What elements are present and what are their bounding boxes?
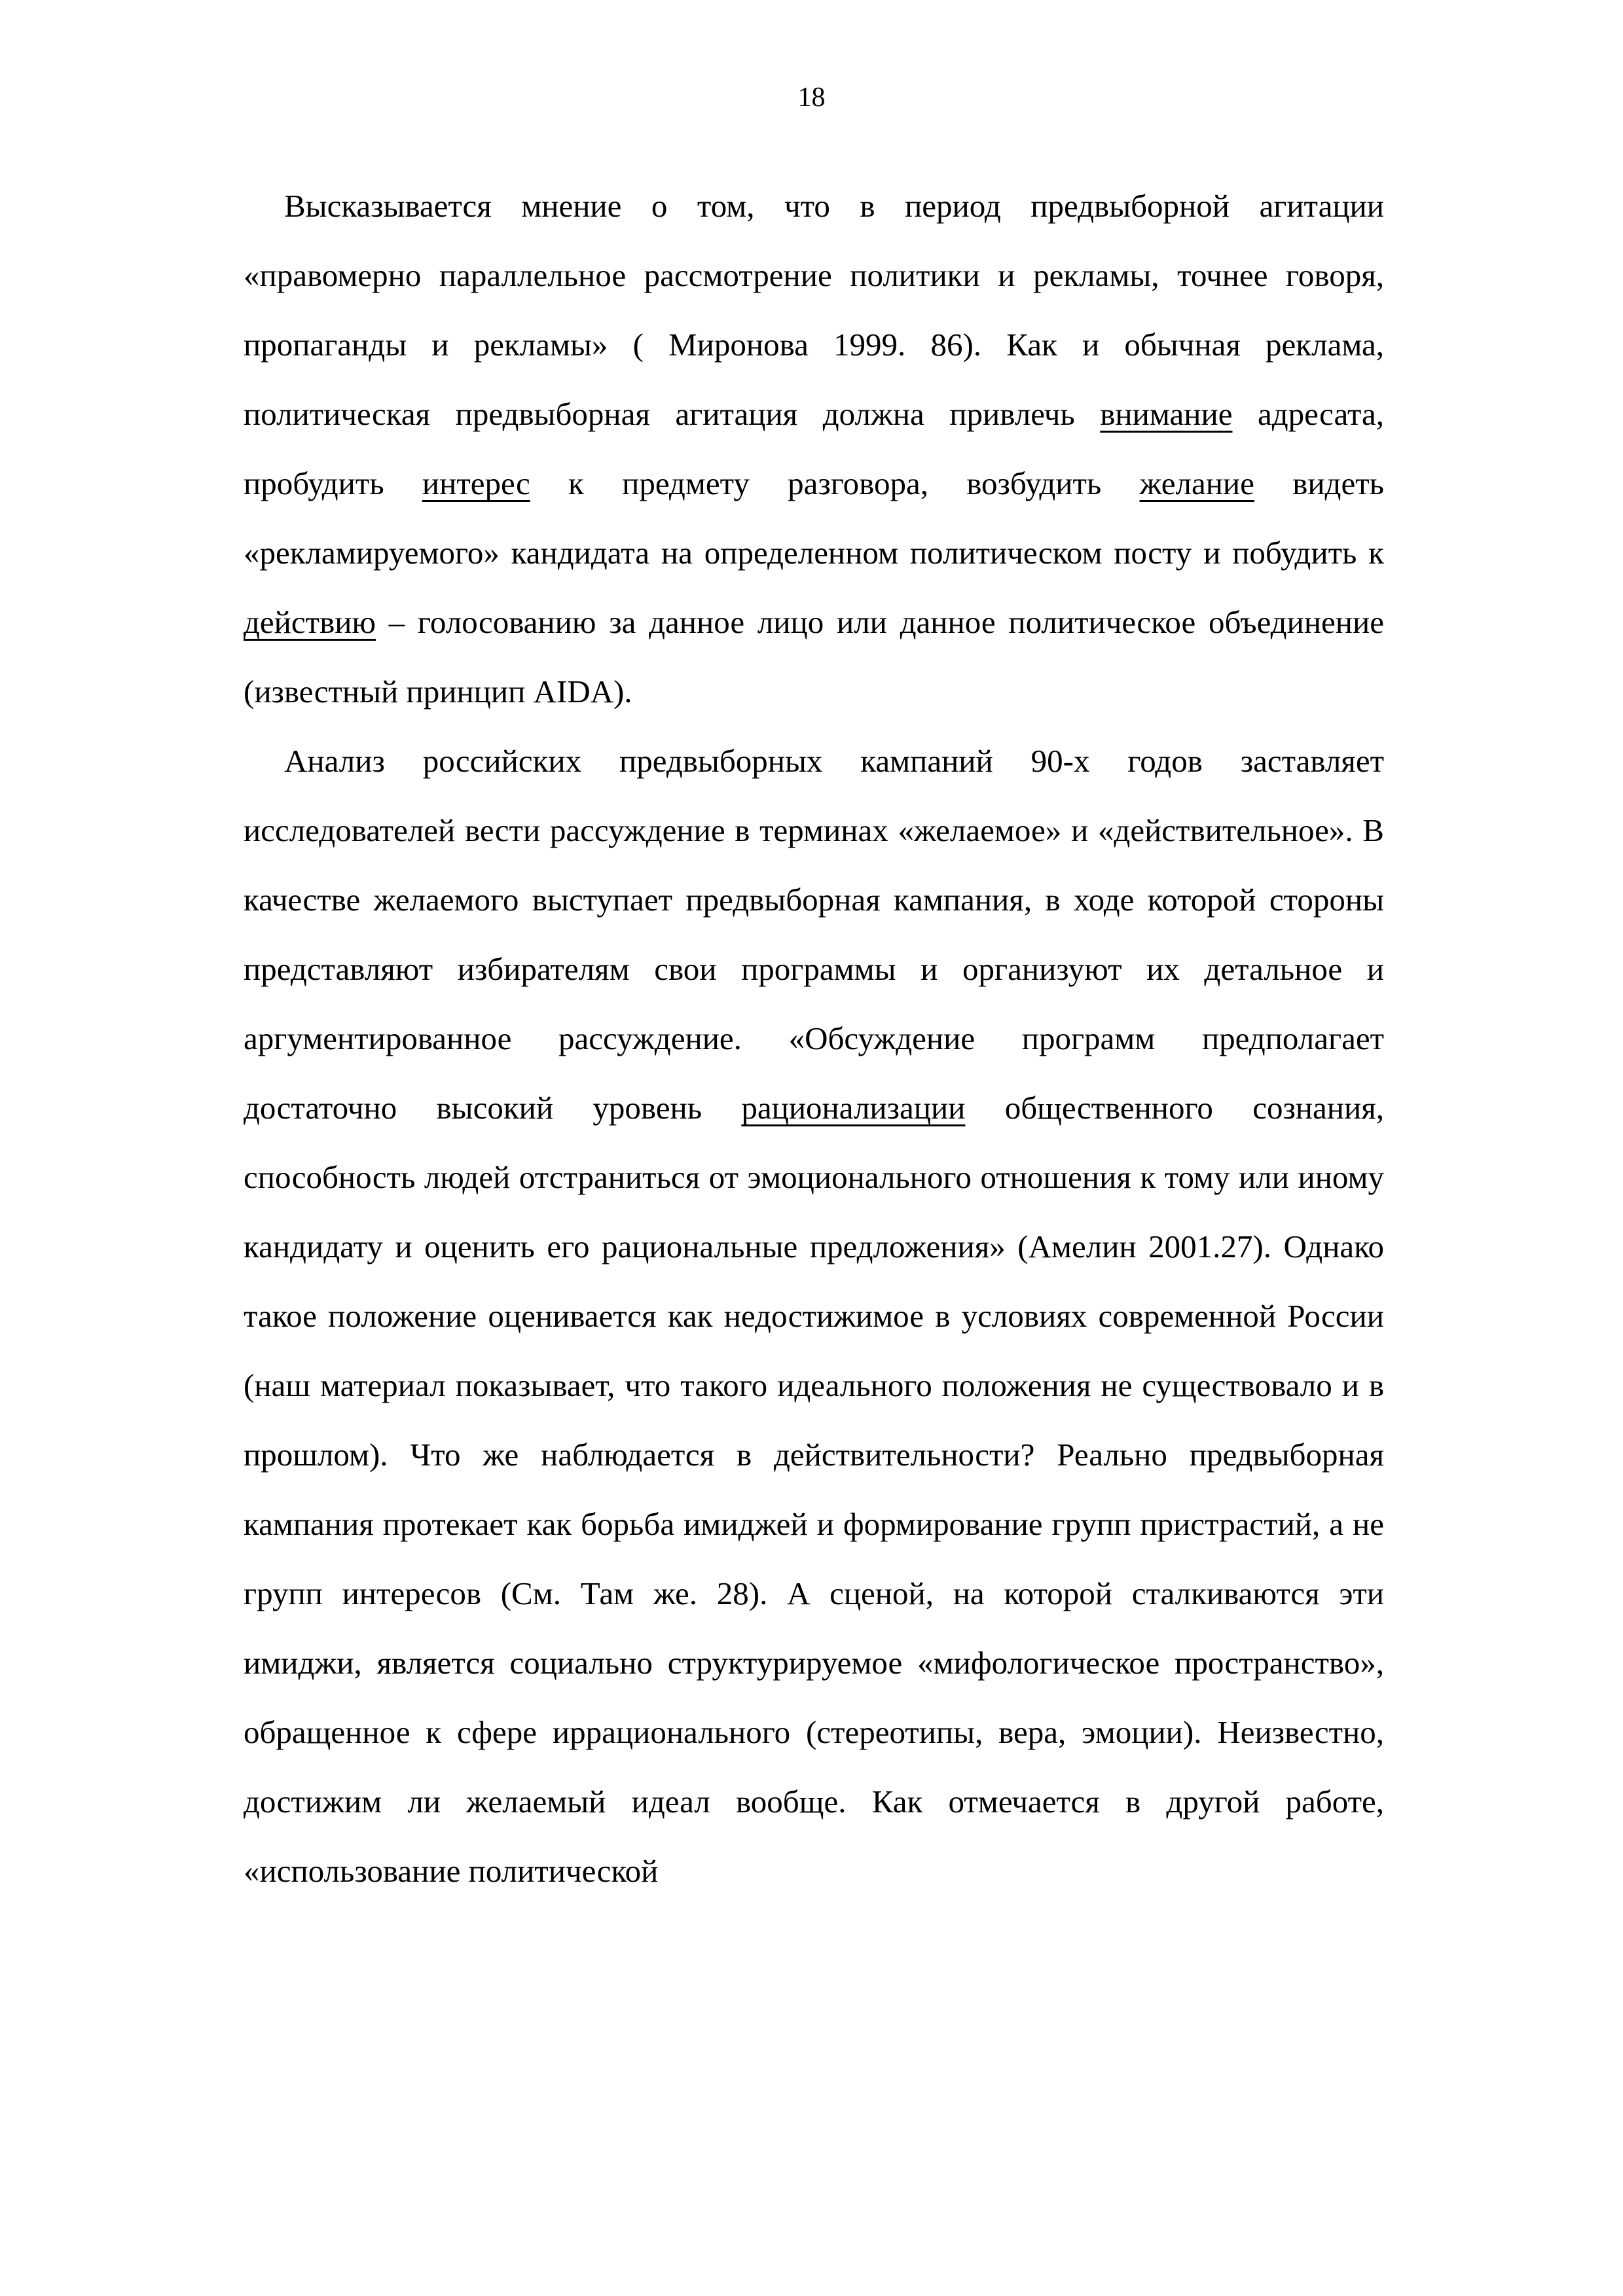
paragraph xyxy=(244,171,1384,726)
text-run: Анализ российских предвыборных кампаний 90-х годов заставляет исследователей вести рассуждение в терминах «желаемое» и «действительное». В качестве желаемого выступает предвыборная кампания, в ходе которой стороны представляют избирателям свои программы и организуют их детальное и аргументированное рассуждение. «Обсуждение программ предполагает достаточно высокий уровень xyxy=(244,743,1384,1126)
underlined-text: интерес xyxy=(422,465,530,501)
paragraph xyxy=(244,726,1384,1906)
page-number: 18 xyxy=(797,82,826,113)
underlined-text: действию xyxy=(244,604,376,640)
text-run: видеть «рекламируемого» кандидата на определенном политическом посту и побудить к xyxy=(244,465,1384,571)
text-run: к предмету разговора, возбудить xyxy=(530,465,1140,501)
document-body xyxy=(244,171,1384,1906)
text-run: – голосованию за данное лицо или данное политическое объединение (известный принцип AIDA). xyxy=(244,604,1384,709)
text-run: общественного сознания, способность людей отстраниться от эмоционального отношения к тому или иному кандидату и оценить его рациональные предложения» (Амелин 2001.27). Однако такое положение оценивается как недостижимое в условиях современной России (наш материал показывает, что такого идеального положения не существовало и в прошлом). Что же наблюдается в действительности? Реально предвыборная кампания протекает как борьба имиджей и формирование групп пристрастий, а не групп интересов (См. Там же. 28). А сценой, на которой сталкиваются эти имиджи, является социально структурируемое «мифологическое пространство», обращенное к сфере иррационального (стереотипы, вера, эмоции). Неизвестно, достижим ли желаемый идеал вообще. Как отмечается в другой работе, «использование политической xyxy=(244,1090,1385,1889)
text-run: адресата, пробудить xyxy=(244,396,1384,501)
underlined-text: внимание xyxy=(1100,396,1233,432)
underlined-text: желание xyxy=(1139,465,1254,501)
text-run: Высказывается мнение о том, что в период предвыборной агитации «правомерно параллельное рассмотрение политики и рекламы, точнее говоря, пропаганды и рекламы» ( Миронова 1999. 86). Как и обычная реклама, политическая предвыборная агитация должна привлечь xyxy=(244,188,1384,432)
underlined-text: рационализации xyxy=(741,1090,966,1126)
